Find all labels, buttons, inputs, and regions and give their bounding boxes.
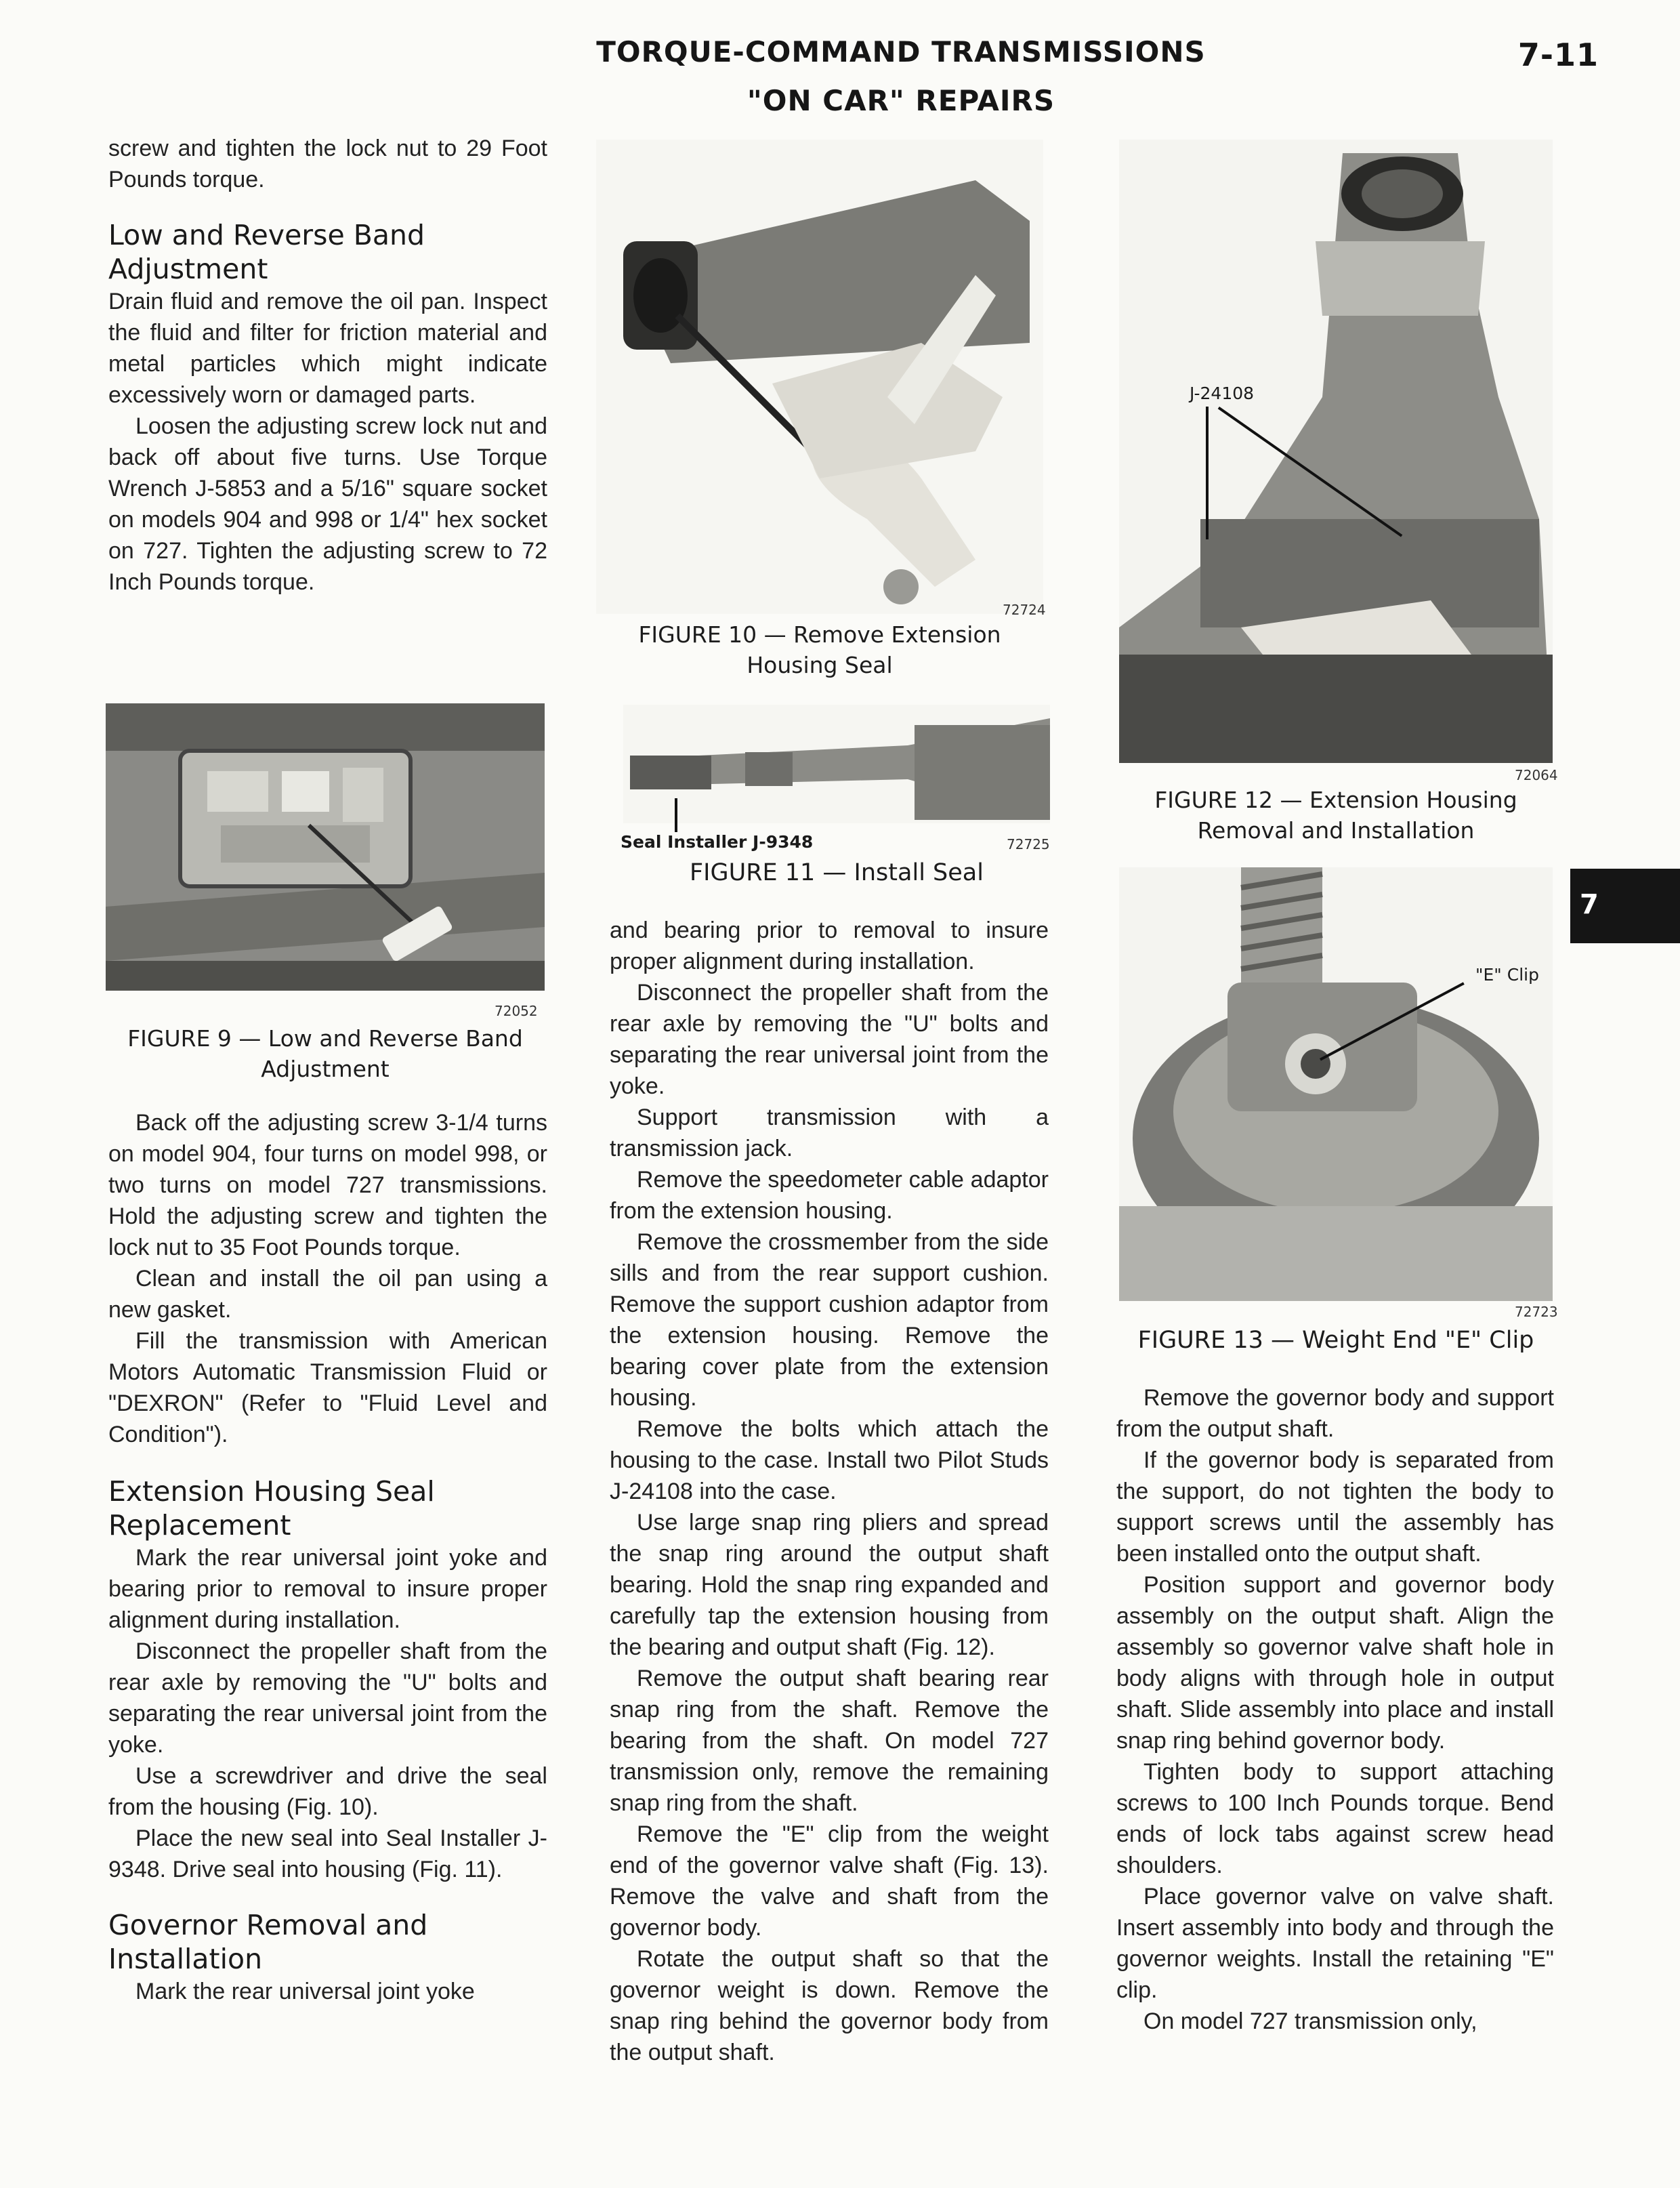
section-tab [1570,869,1680,943]
paragraph: Loosen the adjusting screw lock nut and back off about five turns. Use Torque Wrench J-5853 and a 5/16" square socket on models 904 and 998 or 1/4" hex socket on 727. Tighten the adjusting screw to 72 Inch Pounds torque. [108,413,547,595]
figure-10-caption [596,619,1043,680]
paragraph: Fill the transmission with American Motors Automatic Transmission Fluid or "DEXRON" (Refer to "Fluid Level and Condition"). [108,1328,547,1447]
paragraph: Place governor valve on valve shaft. Insert assembly into body and through the governor weights. Install the retaining "E" clip. [1116,1884,1554,2003]
figure-9-caption [106,1023,545,1084]
section-tab-label: 7 [1580,889,1599,920]
caption-line: Housing Seal [747,652,893,678]
caption-line: Removal and Installation [1197,817,1475,844]
column-1-top [108,133,547,598]
figure-10-photo [596,140,1043,614]
paragraph: Back off the adjusting screw 3-1/4 turns on model 904, four turns on model 998, or two turns on model 727 transmissions. Hold the adjusting screw and tighten the lock nut to 35 Foot Pounds torque. [108,1110,547,1260]
paragraph: Support transmission with a transmission jack. [610,1105,1049,1161]
column-1-bottom [108,1107,547,2007]
paragraph: Remove the output shaft bearing rear snap ring from the shaft. Remove the bearing from the shaft. On model 727 transmission only, remove the remaining snap ring from the shaft. [610,1666,1049,1816]
paragraph: Use large snap ring pliers and spread the snap ring around the output shaft bearing. Hold the snap ring expanded and carefully tap the extension housing from the bearing and output shaft (Fig. 12). [610,1510,1049,1660]
paragraph: Remove the speedometer cable adaptor from the extension housing. [610,1167,1049,1224]
page-number: 7-11 [1517,37,1599,73]
figure-number: 72064 [1515,767,1558,783]
figure-number: 72725 [1007,836,1050,852]
paragraph: Disconnect the propeller shaft from the rear axle by removing the "U" bolts and separating the rear universal joint from the yoke. [108,1638,547,1758]
running-header-title: TORQUE-COMMAND TRANSMISSIONS [596,35,1206,68]
paragraph: Use a screwdriver and drive the seal from the housing (Fig. 10). [108,1763,547,1820]
section-heading: Extension Housing Seal Replacement [108,1475,435,1542]
figure-11-caption: FIGURE 11 — Install Seal [690,859,984,886]
paragraph: Rotate the output shaft so that the governor weight is down. Remove the snap ring behind the governor body from the output shaft. [610,1946,1049,2065]
paragraph: Tighten body to support attaching screws to 100 Inch Pounds torque. Bend ends of lock tabs against screw head shoulders. [1116,1759,1554,1878]
figure-13-photo [1119,867,1553,1301]
figure-11-callout: Seal Installer J-9348 [621,832,814,852]
figure-9-photo [106,703,545,991]
paragraph: Remove the "E" clip from the weight end of the governor valve shaft (Fig. 13). Remove the valve and shaft from the governor body. [610,1821,1049,1941]
column-3 [1116,1382,1554,2037]
section-heading: Governor Removal and Installation [108,1909,428,1975]
figure-13-caption: FIGURE 13 — Weight End "E" Clip [1137,1327,1534,1354]
caption-line: Adjustment [261,1056,390,1082]
paragraph: screw and tighten the lock nut to 29 Foot Pounds torque. [108,136,547,192]
paragraph: On model 727 transmission only, [1143,2008,1477,2034]
paragraph: Drain fluid and remove the oil pan. Inspect the fluid and filter for friction material and metal particles which might indicate excessively worn or damaged parts. [108,289,547,408]
figure-13-callout: "E" Clip [1475,965,1539,985]
caption-line: FIGURE 12 — Extension Housing [1154,787,1517,813]
figure-12-photo [1119,140,1553,763]
callout-arrow [675,798,677,832]
paragraph: Mark the rear universal joint yoke and bearing prior to removal to insure proper alignment during installation. [108,1545,547,1633]
paragraph: Clean and install the oil pan using a new gasket. [108,1266,547,1323]
figure-12-callout: J-24108 [1190,384,1255,403]
paragraph: If the governor body is separated from the support, do not tighten the body to support screws until the assembly has been installed onto the output shaft. [1116,1447,1554,1567]
figure-number: 72724 [1003,602,1046,618]
paragraph: Position support and governor body assembly on the output shaft. Align the assembly so governor valve shaft hole in body aligns with through hole in output shaft. Slide assembly into place and install snap ring behind governor body. [1116,1572,1554,1754]
figure-number: 72052 [495,1003,538,1019]
caption-line: FIGURE 9 — Low and Reverse Band [127,1025,523,1052]
figure-11-photo [623,705,1050,823]
paragraph: and bearing prior to removal to insure proper alignment during installation. [610,917,1049,974]
figure-12-caption [1119,785,1553,846]
running-header-subtitle: "ON CAR" REPAIRS [747,84,1055,117]
figure-number: 72723 [1515,1304,1558,1320]
paragraph: Mark the rear universal joint yoke [135,1979,475,2004]
column-2 [610,915,1049,2068]
paragraph: Remove the governor body and support from the output shaft. [1116,1385,1554,1442]
paragraph: Remove the crossmember from the side sills and from the rear support cushion. Remove the support cushion adaptor from the extension housing. Remove the bearing cover plate from the extension housing. [610,1229,1049,1411]
paragraph: Remove the bolts which attach the housing to the case. Install two Pilot Studs J-24108 into the case. [610,1416,1049,1504]
paragraph: Place the new seal into Seal Installer J-9348. Drive seal into housing (Fig. 11). [108,1825,547,1882]
paragraph: Disconnect the propeller shaft from the rear axle by removing the "U" bolts and separating the rear universal joint from the yoke. [610,980,1049,1099]
callout-leader [1206,407,1209,539]
caption-line: FIGURE 10 — Remove Extension [638,621,1001,648]
section-heading: Low and Reverse Band Adjustment [108,219,425,285]
